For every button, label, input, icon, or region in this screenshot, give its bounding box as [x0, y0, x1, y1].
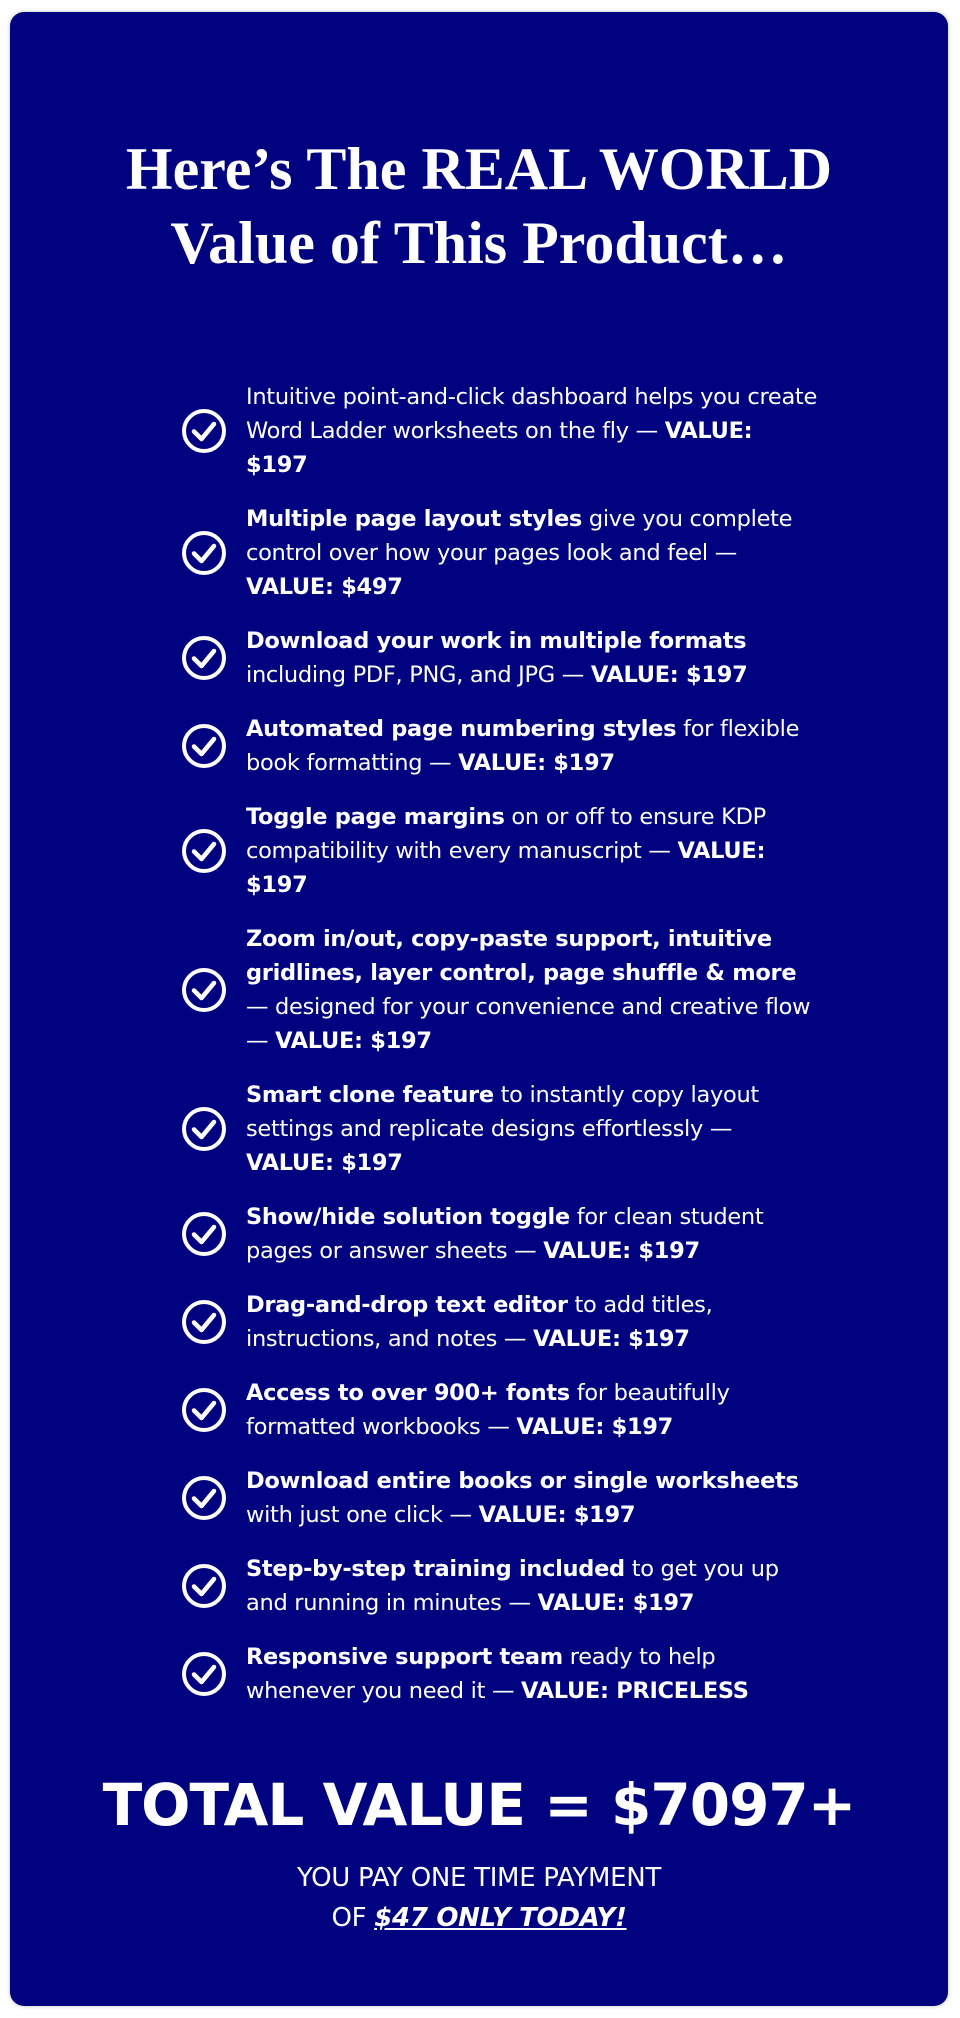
feature-item	[180, 380, 820, 482]
feature-description: to add titles, instructions, and notes —	[246, 1292, 713, 1352]
feature-item	[180, 922, 820, 1058]
feature-item	[180, 1640, 820, 1708]
feature-lead: Multiple page layout styles	[246, 506, 583, 532]
check-circle-icon	[180, 1105, 228, 1153]
feature-value: VALUE: $197	[246, 418, 753, 478]
feature-item	[180, 1288, 820, 1356]
feature-text	[246, 1464, 820, 1532]
feature-lead: Zoom in/out, copy-paste support, intuitive gridlines, layer control, page shuffle & more	[246, 926, 797, 986]
feature-value: VALUE: $197	[275, 1028, 432, 1054]
feature-text	[246, 1288, 820, 1356]
total-value: TOTAL VALUE = $7097+	[102, 1771, 856, 1839]
feature-value: VALUE: $197	[246, 838, 766, 898]
feature-value: VALUE: $197	[543, 1238, 700, 1264]
feature-description: on or off to ensure KDP compatibility with every manuscript —	[246, 804, 766, 864]
feature-lead: Download entire books or single worksheets	[246, 1468, 799, 1494]
payment-prefix: OF	[331, 1903, 375, 1933]
feature-value: VALUE: PRICELESS	[521, 1678, 749, 1704]
headline	[10, 132, 948, 280]
feature-lead: Toggle page margins	[246, 804, 505, 830]
feature-lead: Automated page numbering styles	[246, 716, 677, 742]
feature-text	[246, 380, 820, 482]
feature-text	[246, 502, 820, 604]
feature-value: VALUE: $497	[246, 574, 403, 600]
feature-value: VALUE: $197	[516, 1414, 674, 1440]
feature-item	[180, 1200, 820, 1268]
feature-value: VALUE: $197	[478, 1502, 636, 1528]
feature-item	[180, 502, 820, 604]
feature-item	[180, 624, 820, 692]
feature-description: give you complete control over how your pages look and feel —	[246, 506, 793, 566]
check-circle-icon	[180, 1210, 228, 1258]
feature-lead: Download your work in multiple formats	[246, 628, 747, 654]
feature-value: VALUE: $197	[458, 750, 615, 776]
feature-description: for flexible book formatting —	[246, 716, 800, 776]
feature-item	[180, 712, 820, 780]
feature-text	[246, 1376, 820, 1444]
check-circle-icon	[180, 827, 228, 875]
check-circle-icon	[180, 1474, 228, 1522]
feature-item	[180, 800, 820, 902]
feature-lead: Drag-and-drop text editor	[246, 1292, 568, 1318]
feature-text	[246, 624, 820, 692]
feature-list	[180, 380, 820, 1728]
feature-item	[180, 1464, 820, 1532]
feature-lead: Smart clone feature	[246, 1082, 494, 1108]
feature-description: to get you up and running in minutes —	[246, 1556, 779, 1616]
feature-description: to instantly copy layout settings and replicate designs effortlessly —	[246, 1082, 759, 1142]
feature-value: VALUE: $197	[537, 1590, 695, 1616]
feature-text	[246, 1200, 820, 1268]
payment-line-2	[10, 1898, 948, 1938]
check-circle-icon	[180, 722, 228, 770]
feature-text	[246, 800, 820, 902]
feature-description: with just one click —	[246, 1502, 479, 1528]
feature-description: for beautifully formatted workbooks —	[246, 1380, 730, 1440]
check-circle-icon	[180, 1562, 228, 1610]
feature-text	[246, 1078, 820, 1180]
feature-item	[180, 1078, 820, 1180]
feature-description: for clean student pages or answer sheets —	[246, 1204, 764, 1264]
payment-line-1: YOU PAY ONE TIME PAYMENT	[296, 1863, 662, 1893]
check-circle-icon	[180, 966, 228, 1014]
feature-description: Intuitive point-and-click dashboard helps you create Word Ladder worksheets on the fly —	[246, 384, 817, 444]
check-circle-icon	[180, 529, 228, 577]
payment-note	[10, 1858, 948, 1938]
feature-lead: Show/hide solution toggle	[246, 1204, 570, 1230]
payment-price: $47 ONLY TODAY!	[374, 1903, 627, 1933]
feature-item	[180, 1552, 820, 1620]
headline-line-2: Value of This Product…	[170, 210, 788, 276]
feature-text	[246, 1640, 820, 1708]
feature-lead: Access to over 900+ fonts	[246, 1380, 570, 1406]
feature-value: VALUE: $197	[246, 1150, 403, 1176]
check-circle-icon	[180, 1386, 228, 1434]
feature-text	[246, 712, 820, 780]
check-circle-icon	[180, 1650, 228, 1698]
value-panel	[10, 12, 948, 2006]
feature-lead: Step-by-step training included	[246, 1556, 625, 1582]
feature-lead: Responsive support team	[246, 1644, 563, 1670]
feature-value: VALUE: $197	[532, 1326, 690, 1352]
check-circle-icon	[180, 407, 228, 455]
feature-text	[246, 1552, 820, 1620]
feature-value: VALUE: $197	[590, 662, 748, 688]
feature-item	[180, 1376, 820, 1444]
check-circle-icon	[180, 1298, 228, 1346]
headline-line-1: Here’s The REAL WORLD	[125, 136, 833, 202]
check-circle-icon	[180, 634, 228, 682]
feature-description: including PDF, PNG, and JPG —	[246, 662, 591, 688]
feature-description: ready to help whenever you need it —	[246, 1644, 716, 1704]
feature-text	[246, 922, 820, 1058]
feature-description: — designed for your convenience and creative flow —	[246, 994, 811, 1054]
